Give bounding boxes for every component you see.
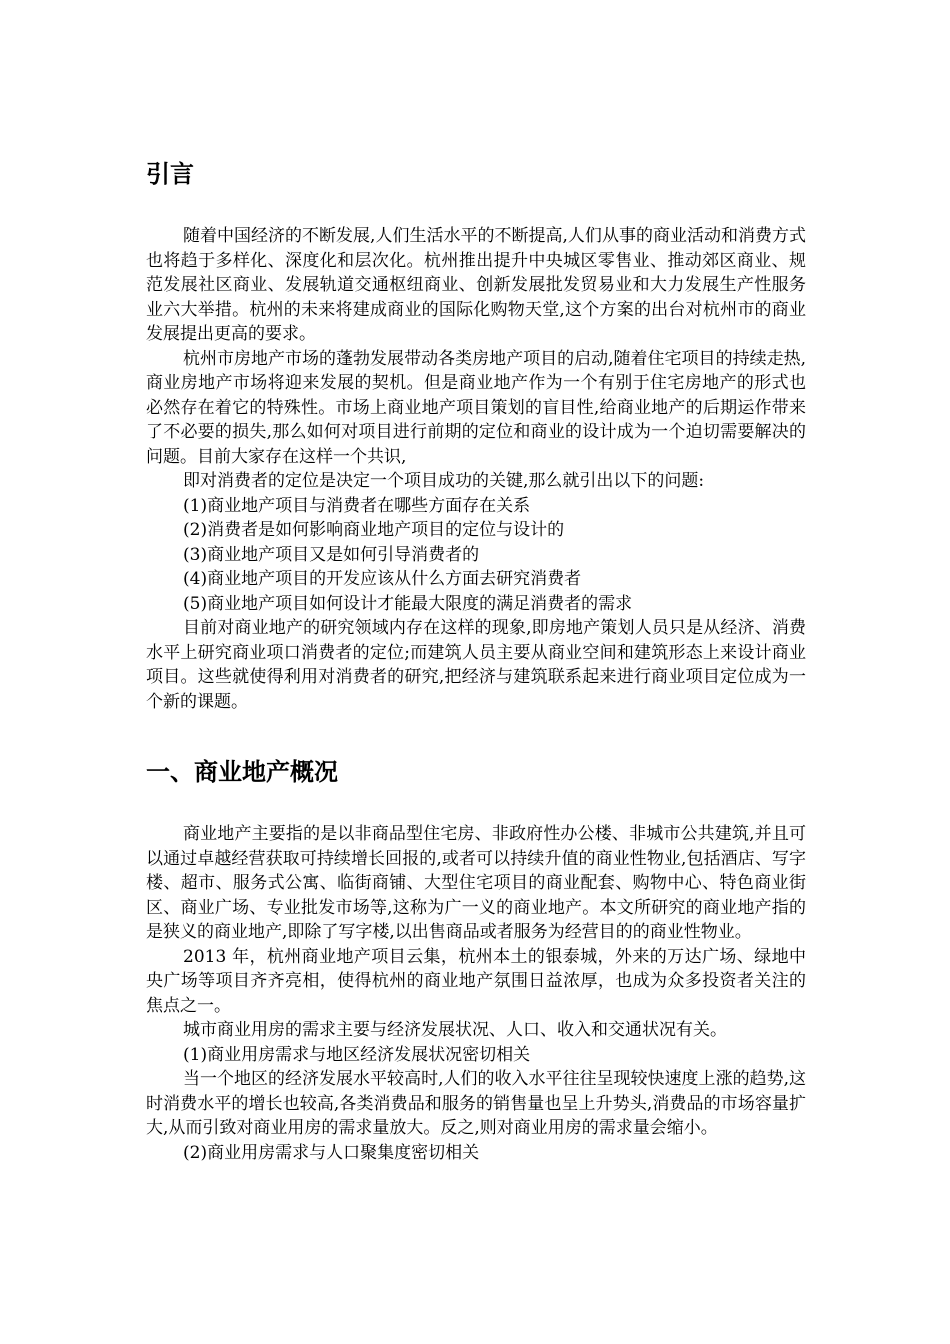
definition-paragraph: 商业地产主要指的是以非商品型住宅房、非政府性办公楼、非城市公共建筑,并且可以通过卓越经营获取可持续增长回报的,或者可以持续升值的商业性物业,包括酒店、写字楼、超市、服务式公寓、临街商铺、大型住宅项目的商业配套、购物中心、特色商业街区、商业广场、专业批发市场等,这称为广一义的商业地产。本文所研究的商业地产指的是狭义的商业地产,即除了写字楼,以出售商品或者服务为经营目的的商业性物业。 <box>146 824 806 942</box>
section1-heading: 一、商业地产概况 <box>146 758 338 786</box>
section1-body <box>146 822 806 1165</box>
hangzhou-2013-paragraph: 2013 年，杭州商业地产项目云集，杭州本土的银泰城，外来的万达广场、绿地中央广场等项目齐齐亮相，使得杭州的商业地产氛围日益浓厚，也成为众多投资者关注的焦点之一。 <box>146 946 806 1016</box>
question-item-2: (2)消费者是如何影响商业地产项目的定位与设计的 <box>183 520 565 540</box>
factor2-heading: (2)商业用房需求与人口聚集度密切相关 <box>183 1142 480 1163</box>
question-item-1: (1)商业地产项目与消费者在哪些方面存在关系 <box>183 495 531 516</box>
intro-heading: 引言 <box>146 160 194 188</box>
demand-intro-paragraph: 城市商业用房的需求主要与经济发展状况、人口、收入和交通状况有关。 <box>183 1020 727 1040</box>
factor1-paragraph: 当一个地区的经济发展水平较高时,人们的收入水平往往呈现较快速度上涨的趋势,这时消费水平的增长也较高,各类消费品和服务的销售量也呈上升势头,消费品的市场容量扩大,从而引致对商业用房的需求量放大。反之,则对商业用房的需求量会缩小。 <box>146 1069 806 1138</box>
question-item-5: (5)商业地产项目如何设计才能最大限度的满足消费者的需求 <box>183 593 633 614</box>
question-item-4: (4)商业地产项目的开发应该从什么方面去研究消费者 <box>183 569 582 589</box>
intro-paragraph-3: 即对消费者的定位是决定一个项目成功的关键,那么就引出以下的问题: <box>183 471 705 491</box>
intro-body <box>146 224 806 714</box>
intro-closing-paragraph: 目前对商业地产的研究领域内存在这样的现象,即房地产策划人员只是从经济、消费水平上研究商业项口消费者的定位;而建筑人员主要从商业空间和建筑形态上来设计商业项目。这些就使得利用对消费者的研究,把经济与建筑联系起来进行商业项目定位成为一个新的课题。 <box>146 618 806 712</box>
question-item-3: (3)商业地产项目又是如何引导消费者的 <box>183 544 480 565</box>
intro-paragraph-1: 随着中国经济的不断发展,人们生活水平的不断提高,人们从事的商业活动和消费方式也将趋于多样化、深度化和层次化。杭州推出提升中央城区零售业、推动郊区商业、规范发展社区商业、发展轨道交通枢纽商业、创新发展批发贸易业和大力发展生产性服务业六大举措。杭州的未来将建成商业的国际化购物天堂,这个方案的出台对杭州市的商业发展提出更高的要求。 <box>146 226 806 344</box>
intro-paragraph-2: 杭州市房地产市场的蓬勃发展带动各类房地产项目的启动,随着住宅项目的持续走热,商业房地产市场将迎来发展的契机。但是商业地产作为一个有别于住宅房地产的形式也必然存在着它的特殊性。市场上商业地产项目策划的盲目性,给商业地产的后期运作带来了不必要的损失,那么如何对项目进行前期的定位和商业的设计成为一个迫切需要解决的问题。目前大家存在这样一个共识, <box>146 348 806 467</box>
factor1-heading: (1)商业用房需求与地区经济发展状况密切相关 <box>183 1044 531 1065</box>
